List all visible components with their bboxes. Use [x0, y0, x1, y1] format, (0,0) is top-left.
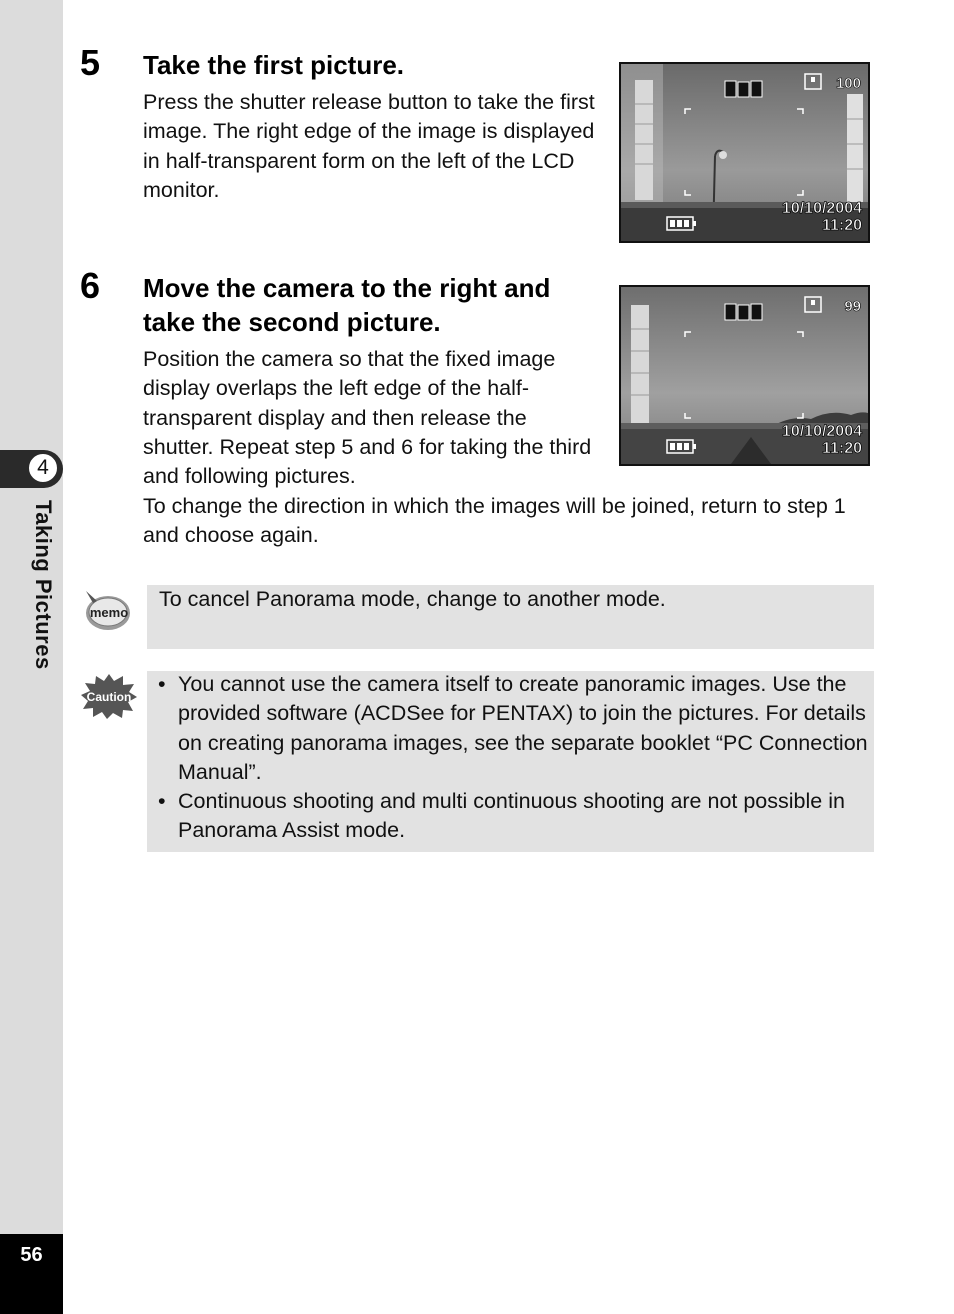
memo-icon [81, 589, 133, 633]
memo-text: To cancel Panorama mode, change to another mode. [159, 587, 666, 611]
caution-item [158, 787, 870, 846]
step-6-body: Position the camera so that the fixed image display overlaps the left edge of the half-transparent display and then release the shutter. Repeat step 5 and 6 for taking the third and following pictures. [143, 347, 592, 489]
chapter-number: 4 [27, 452, 59, 484]
lcd-time: 11:20 [821, 440, 862, 457]
lcd-time: 11:20 [821, 217, 862, 234]
svg-text:Caution: Caution [86, 690, 132, 704]
lcd-shots-remaining: 100 [835, 75, 861, 92]
page-number: 56 [20, 1244, 43, 1266]
step-6-number: 6 [80, 265, 101, 306]
bullet: • [158, 672, 166, 696]
caution-item [158, 670, 870, 787]
step-5-body: Press the shutter release button to take the first image. The right edge of the image is displayed in half-transparent form on the left of the LCD monitor. [143, 90, 595, 202]
caution-item-text: Continuous shooting and multi continuous shooting are not possible in Panorama Assist mode. [178, 789, 845, 843]
caution-item-text: You cannot use the camera itself to create panoramic images. Use the provided software (ACDSee for PENTAX) to join the pictures. For details on creating panorama images, see the separate booklet “PC Connection Manual”. [178, 672, 868, 784]
lcd-preview-first [619, 62, 870, 243]
step-6-body-2: To change the direction in which the images will be joined, return to step 1 and choose again. [143, 494, 846, 548]
lcd-preview-second [619, 285, 870, 466]
step-6-title-line1: Move the camera to the right and [143, 273, 551, 303]
lcd-date: 10/10/2004 [781, 200, 862, 217]
step-6-title-line2: take the second picture. [143, 307, 441, 337]
lcd-date: 10/10/2004 [781, 423, 862, 440]
step-5-number: 5 [80, 42, 101, 83]
chapter-title: Taking Pictures [31, 500, 56, 670]
lcd-shots-remaining: 99 [844, 298, 861, 315]
caution-icon [80, 673, 138, 719]
step-5-title: Take the first picture. [143, 50, 405, 80]
svg-text:memo: memo [89, 605, 129, 620]
bullet: • [158, 789, 166, 814]
caution-list [158, 670, 870, 846]
